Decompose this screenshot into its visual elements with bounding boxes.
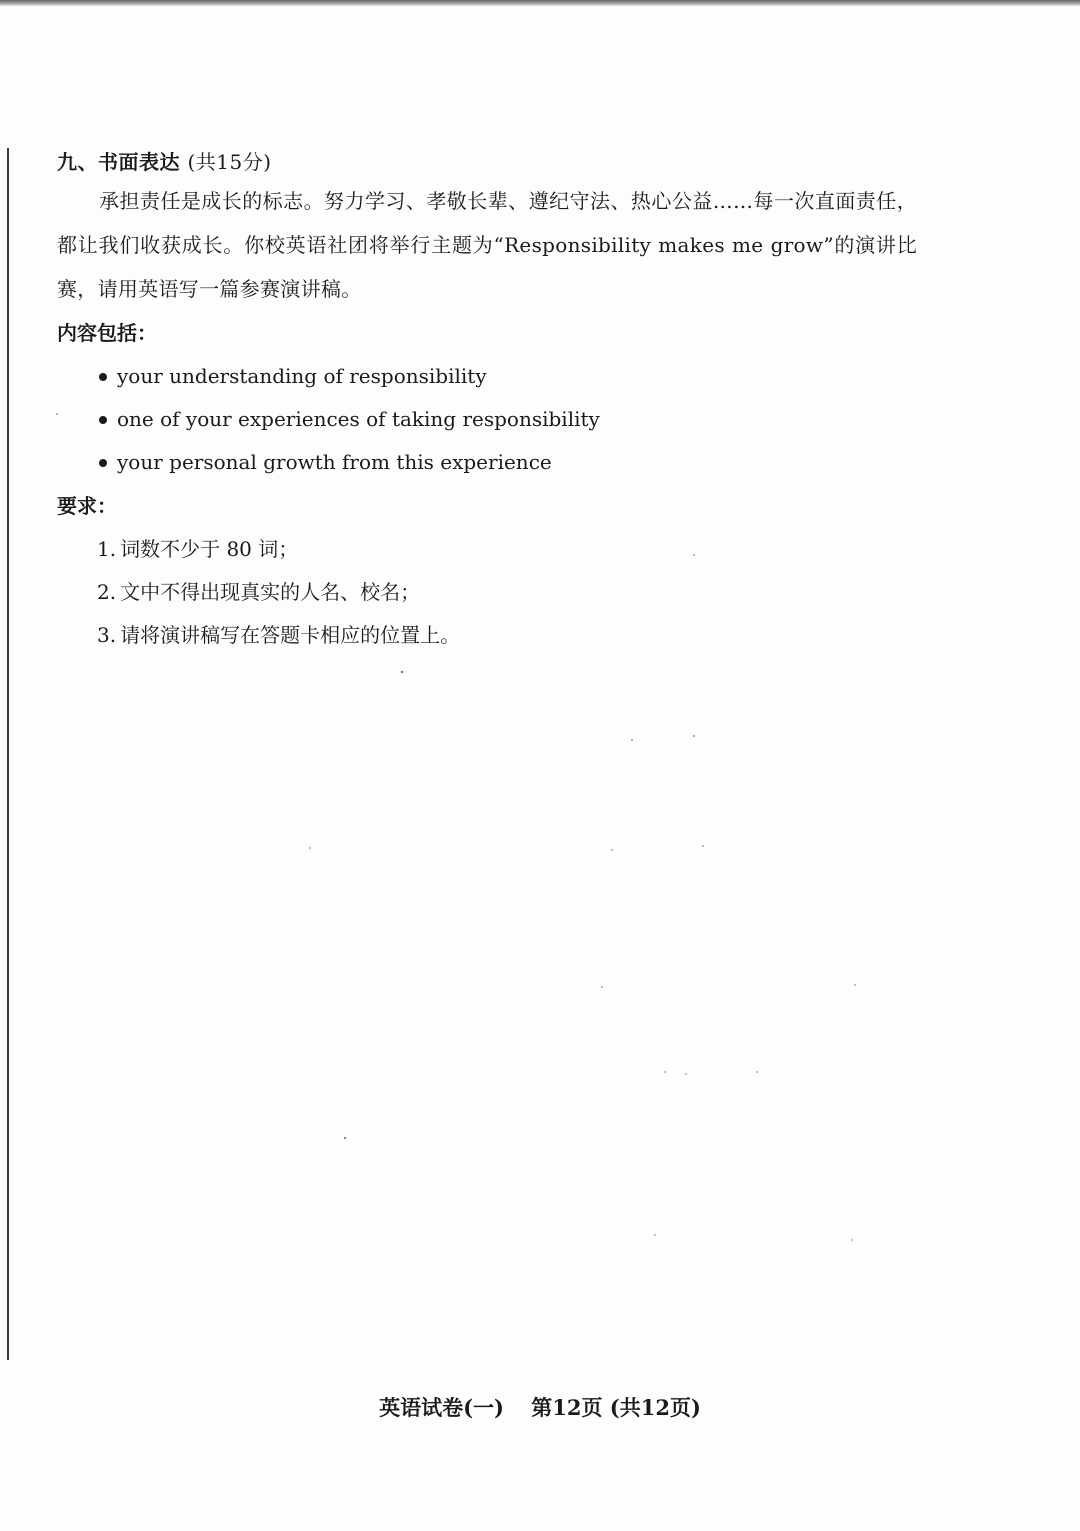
margin-binding-line <box>7 148 9 1360</box>
content-heading: 内容包括： <box>57 321 157 345</box>
section-points: (共15分) <box>187 150 272 174</box>
bullet-icon <box>99 373 107 381</box>
content-point <box>99 355 917 398</box>
requirement-item <box>97 614 917 657</box>
page-number: 第12页 (共12页) <box>531 1395 701 1420</box>
bullet-icon <box>99 416 107 424</box>
content-point-text: one of your experiences of taking responsibility <box>117 407 600 431</box>
requirement-number: 1. <box>97 537 117 561</box>
section-title <box>57 145 917 179</box>
section-title-text: 九、书面表达 <box>57 150 180 174</box>
scan-top-edge <box>0 0 1080 6</box>
exam-name: 英语试卷(一) <box>379 1395 504 1420</box>
writing-prompt: 承担责任是成长的标志。努力学习、孝敬长辈、遵纪守法、热心公益……每一次直面责任，都让我们收获成长。你校英语社团将举行主题为“Responsibility makes me grow”的演讲比赛，请用英语写一篇参赛演讲稿。 <box>57 189 917 301</box>
writing-section <box>57 145 917 657</box>
requirement-text: 词数不少于 80 词； <box>120 537 299 561</box>
requirements-list <box>57 528 917 657</box>
requirements-heading: 要求： <box>57 494 117 518</box>
content-point-text: your personal growth from this experience <box>117 450 552 474</box>
requirement-text: 文中不得出现真实的人名、校名； <box>120 580 421 604</box>
requirement-text: 请将演讲稿写在答题卡相应的位置上。 <box>120 623 461 647</box>
bullet-icon <box>99 459 107 467</box>
content-point-text: your understanding of responsibility <box>117 364 487 388</box>
requirement-item <box>97 571 917 614</box>
page-footer <box>0 1390 1080 1426</box>
requirement-item <box>97 528 917 571</box>
requirement-number: 3. <box>97 623 117 647</box>
content-points-list <box>57 355 917 484</box>
content-point <box>99 441 917 484</box>
requirement-number: 2. <box>97 580 117 604</box>
content-point <box>99 398 917 441</box>
